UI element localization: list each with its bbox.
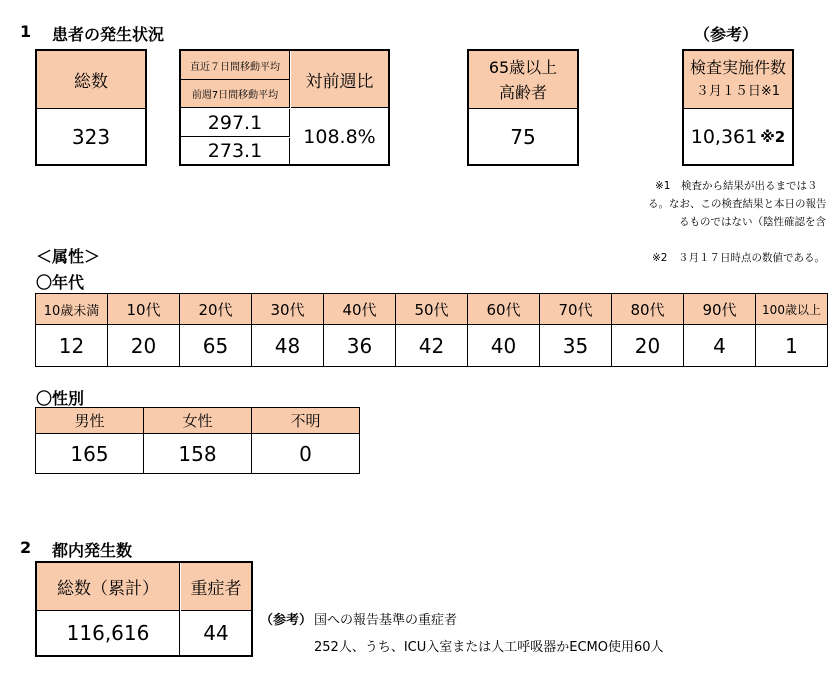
age-value-0: 12 — [36, 325, 108, 367]
sex-value-1: 158 — [144, 434, 252, 474]
note1-line2: る。なお、この検査結果と本日の報告 — [648, 198, 827, 210]
sex-header-1: 女性 — [144, 408, 252, 434]
age-value-7: 35 — [540, 325, 612, 367]
cumulative-total-value: 116,616 — [37, 611, 180, 655]
sex-value-2: 0 — [252, 434, 360, 474]
attributes-heading: ＜属性＞ — [36, 247, 101, 266]
prev-avg-label: 前週7日間移動平均 — [181, 80, 290, 108]
age-header-5: 50代 — [396, 294, 468, 325]
age-value-5: 42 — [396, 325, 468, 367]
age-header-2: 20代 — [180, 294, 252, 325]
age-header-0: 10歳未満 — [36, 294, 108, 325]
section2-box — [35, 561, 253, 657]
section1-number: 1 — [20, 22, 32, 41]
ratio-label: 対前週比 — [291, 51, 388, 108]
section2-number: 2 — [20, 538, 32, 557]
elderly-value: 75 — [510, 124, 536, 149]
severe-label: 重症者 — [181, 563, 251, 611]
age-header-1: 10代 — [108, 294, 180, 325]
age-value-3: 48 — [252, 325, 324, 367]
note1-line1: ※1 検査から結果が出るまでは３ — [655, 180, 818, 192]
age-value-1: 20 — [108, 325, 180, 367]
sex-header-0: 男性 — [36, 408, 144, 434]
age-header-7: 70代 — [540, 294, 612, 325]
cumulative-total-label: 総数（累計） — [37, 563, 180, 611]
note2: ※2 ３月１７日時点の数値である。 — [652, 252, 825, 264]
reference-label: （参考） — [694, 25, 759, 44]
moving-average-box — [179, 49, 390, 166]
age-value-4: 36 — [324, 325, 396, 367]
age-header-8: 80代 — [612, 294, 684, 325]
section2-reference-label: （参考） — [260, 613, 313, 628]
age-value-8: 20 — [612, 325, 684, 367]
tests-value-cell — [684, 109, 792, 164]
age-header-9: 90代 — [684, 294, 756, 325]
ratio-value: 108.8% — [303, 125, 376, 148]
section2-title: 都内発生数 — [52, 541, 133, 560]
age-header-6: 60代 — [468, 294, 540, 325]
age-value-10: 1 — [756, 325, 828, 367]
tests-label — [684, 51, 792, 109]
age-table — [35, 293, 828, 367]
total-box — [35, 49, 147, 166]
prev-avg-value: 273.1 — [181, 138, 290, 164]
age-heading: 〇年代 — [36, 273, 85, 292]
total-value: 323 — [71, 124, 111, 149]
sex-value-0: 165 — [36, 434, 144, 474]
elderly-box — [467, 49, 579, 166]
age-value-9: 4 — [684, 325, 756, 367]
note1-line3: るものではない（陰性確認を含 — [679, 216, 826, 228]
elderly-label-line1: 65歳以上 — [488, 57, 558, 77]
total-label: 総数 — [37, 51, 145, 109]
section2-reference-line1: 国への報告基準の重症者 — [314, 613, 458, 628]
section2-reference-line2: 252人、うち、ICU入室または人工呼吸器かECMO使用60人 — [314, 640, 664, 655]
age-header-3: 30代 — [252, 294, 324, 325]
recent-avg-label: 直近７日間移動平均 — [181, 51, 290, 80]
age-value-6: 40 — [468, 325, 540, 367]
age-header-10: 100歳以上 — [756, 294, 828, 325]
sex-header-2: 不明 — [252, 408, 360, 434]
elderly-label-line2: 高齢者 — [498, 82, 547, 102]
severe-value: 44 — [203, 621, 229, 645]
tests-mark: ※2 — [760, 127, 786, 146]
section1-title: 患者の発生状況 — [52, 25, 165, 44]
sex-heading: 〇性別 — [36, 389, 85, 408]
tests-box — [682, 49, 794, 166]
tests-value: 10,361 — [690, 125, 758, 148]
sex-table — [35, 407, 360, 474]
age-header-4: 40代 — [324, 294, 396, 325]
tests-label-line2: ３月１５日※1 — [695, 83, 781, 99]
elderly-label — [469, 51, 577, 109]
age-value-2: 65 — [180, 325, 252, 367]
age-table-wrap — [35, 293, 835, 369]
tests-label-line1: 検査実施件数 — [689, 57, 786, 77]
recent-avg-value: 297.1 — [181, 109, 290, 137]
